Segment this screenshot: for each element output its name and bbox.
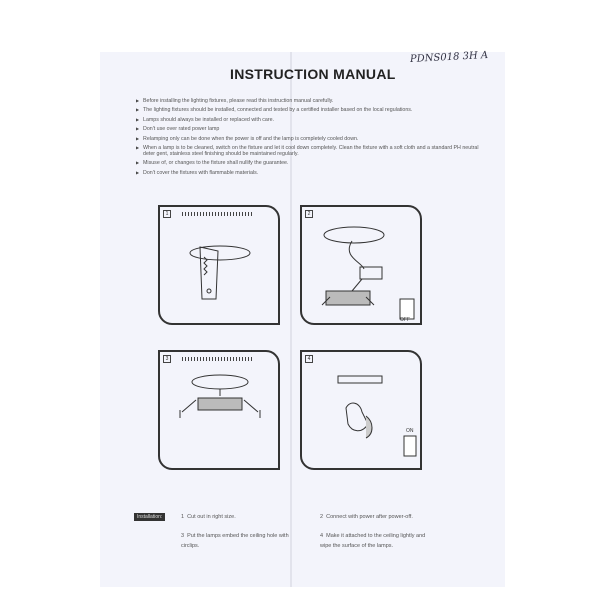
handwritten-code: PDNS018 3H A — [409, 49, 489, 66]
switch-off-label: OFF — [400, 317, 410, 323]
panel-cut-hole — [158, 205, 280, 325]
lamp-insert-illustration — [160, 352, 278, 468]
step-number: 4 — [320, 533, 324, 539]
step-4 — [320, 531, 435, 552]
page-title: INSTRUCTION MANUAL — [230, 66, 396, 82]
driver-illustration — [302, 207, 420, 323]
step-number: 2 — [320, 514, 324, 520]
wipe-illustration — [302, 352, 420, 468]
step-text: Make it attached to the ceiling lightly and wipe the surface of the lamps. — [320, 533, 426, 550]
panel-connect-power — [300, 205, 422, 325]
switch-on-label: ON — [406, 428, 414, 434]
panel-number: 4 — [305, 355, 313, 363]
rule-item: ▶ Lamps should always be installed or replaced with care. — [136, 118, 481, 124]
step-2 — [320, 512, 440, 522]
rule-item: ▶ The lighting fixtures should be installed, connected and tested by a certified installer based on the local regulations. — [136, 108, 481, 114]
step-text: Cut out in right size. — [187, 514, 236, 520]
step-text: Connect with power after power-off. — [326, 514, 413, 520]
safety-rules — [136, 99, 481, 180]
panel-number: 3 — [163, 355, 171, 363]
step-number: 3 — [181, 533, 185, 539]
rule-item: ▶ Relamping only can be done when the power is off and the lamp is completely cooled down. — [136, 137, 481, 143]
rule-item: ▶ Don't use over rated power lamp — [136, 127, 481, 133]
panel-install-lamp — [158, 350, 280, 470]
panel-number: 2 — [305, 210, 313, 218]
rule-item: ▶ When a lamp is to be cleaned, switch on the fixture and let it cool down completely. Clean the fixture with a soft cloth and a standard PH neutral deter gent, stainless steel finishing should be maintained regularly. — [136, 146, 481, 157]
step-3 — [181, 531, 296, 552]
rule-item: ▶ Before installing the lighting fixtures, please read this instruction manual carefully. — [136, 99, 481, 105]
installation-label: Installation: — [134, 513, 165, 521]
step-text: Put the lamps embed the ceiling hole with circlips. — [181, 533, 289, 550]
step-number: 1 — [181, 514, 185, 520]
rule-item: ▶ Misuse of, or changes to the fixture shall nullify the guarantee. — [136, 161, 481, 167]
panel-number: 1 — [163, 210, 171, 218]
saw-illustration — [160, 207, 278, 323]
rule-item: ▶ Don't cover the fixtures with flammable materials. — [136, 171, 481, 177]
step-1 — [181, 512, 301, 522]
panel-wipe-lamp — [300, 350, 422, 470]
